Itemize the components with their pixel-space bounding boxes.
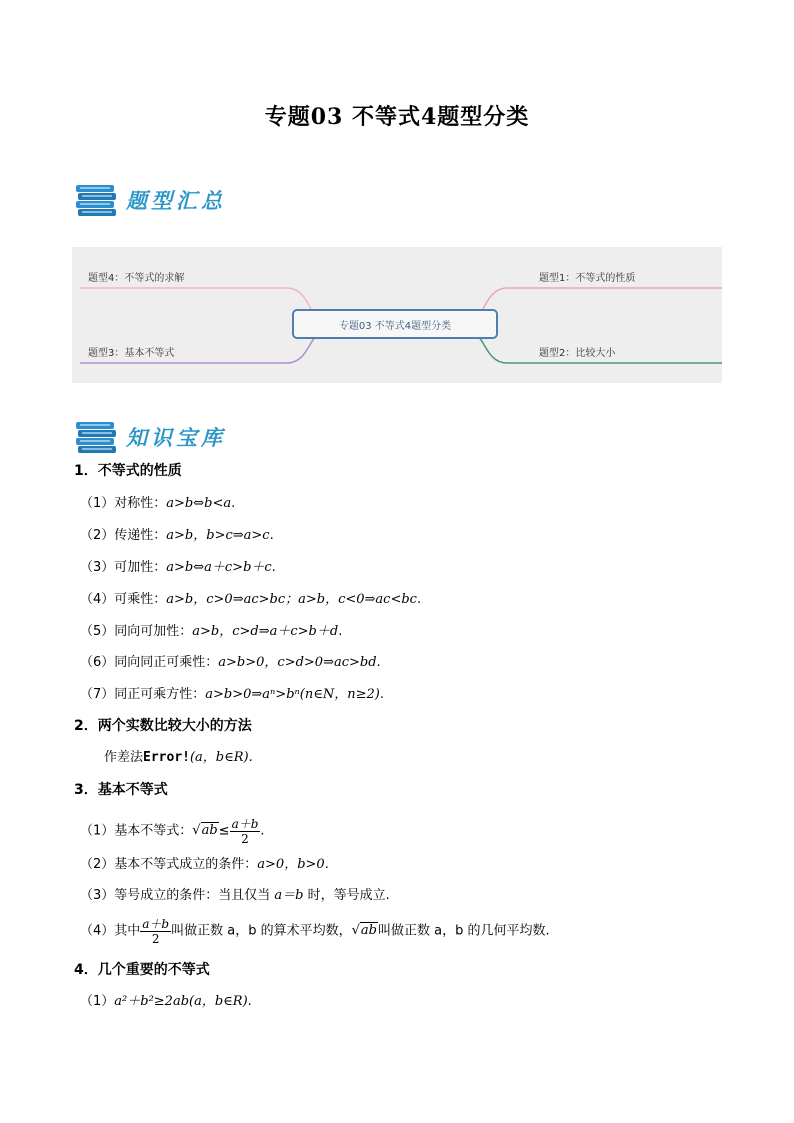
stacked-books-icon — [74, 419, 118, 455]
property-same-direction-multiply: （6）同向同正可乘性：a>b>0，c>d>0⇒ac>bd. — [80, 655, 381, 670]
stacked-books-icon — [74, 182, 118, 218]
difference-method: 作差法Error!(a，b∈R). — [104, 750, 253, 765]
section-header-knowledge — [74, 417, 226, 457]
property-multiplication: （4）可乘性：a>b，c>0⇒ac>bc；a>b，c<0⇒ac<bc. — [80, 592, 422, 607]
page-title: 专题03 不等式4题型分类 — [264, 104, 530, 130]
property-power: （7）同正可乘方性：a>b>0⇒aⁿ>bⁿ(n∈N，n≥2). — [80, 687, 384, 702]
mean-definitions: （4）其中 $\frac{a+b}{2}$ 叫做正数 a，b 的算术平均数，√ab叫做正数 a，b 的几何平均数. — [80, 916, 550, 946]
section-title: 知识宝库 — [126, 425, 226, 450]
property-addition: （3）可加性：a>b⇔a＋c>b＋c. — [80, 560, 276, 575]
property-same-direction-add: （5）同向可加性：a>b，c>d⇒a＋c>b＋d. — [80, 624, 343, 639]
basic-inequality-formula: （1）基本不等式：√ab≤ $\frac{a+b}{2}$ . — [80, 816, 265, 846]
sqrt-ab: √ab — [192, 823, 218, 838]
mindmap-node-type4: 题型4：不等式的求解 — [88, 273, 185, 284]
heading-basic-inequality: 3．基本不等式 — [74, 782, 168, 798]
fraction-mean: $\frac{a+b}{2}$ — [231, 816, 259, 846]
basic-inequality-condition: （2）基本不等式成立的条件：a>0，b>0. — [80, 857, 329, 872]
equality-condition: （3）等号成立的条件：当且仅当 a＝b 时，等号成立. — [80, 888, 390, 903]
mindmap-node-type2: 题型2：比较大小 — [539, 348, 616, 359]
section-header-summary — [74, 180, 226, 220]
heading-important-inequalities: 4．几个重要的不等式 — [74, 962, 210, 978]
sqrt-ab: √ab — [351, 923, 377, 938]
section-title: 题型汇总 — [126, 188, 226, 213]
mindmap-node-type3: 题型3：基本不等式 — [88, 348, 175, 359]
mindmap-diagram — [72, 247, 722, 383]
inequality-sum-of-squares: （1）a²＋b²≥2ab(a，b∈R). — [80, 994, 252, 1009]
property-symmetry: （1）对称性：a>b⇔b<a. — [80, 496, 236, 511]
fraction-arithmetic-mean: $\frac{a+b}{2}$ — [142, 916, 170, 946]
mindmap-node-type1: 题型1：不等式的性质 — [539, 273, 636, 284]
mindmap-center-node: 专题03 不等式4题型分类 — [292, 309, 498, 339]
heading-compare-methods: 2．两个实数比较大小的方法 — [74, 718, 252, 734]
property-transitivity: （2）传递性：a>b，b>c⇒a>c. — [80, 528, 274, 543]
heading-inequality-properties: 1．不等式的性质 — [74, 463, 182, 479]
